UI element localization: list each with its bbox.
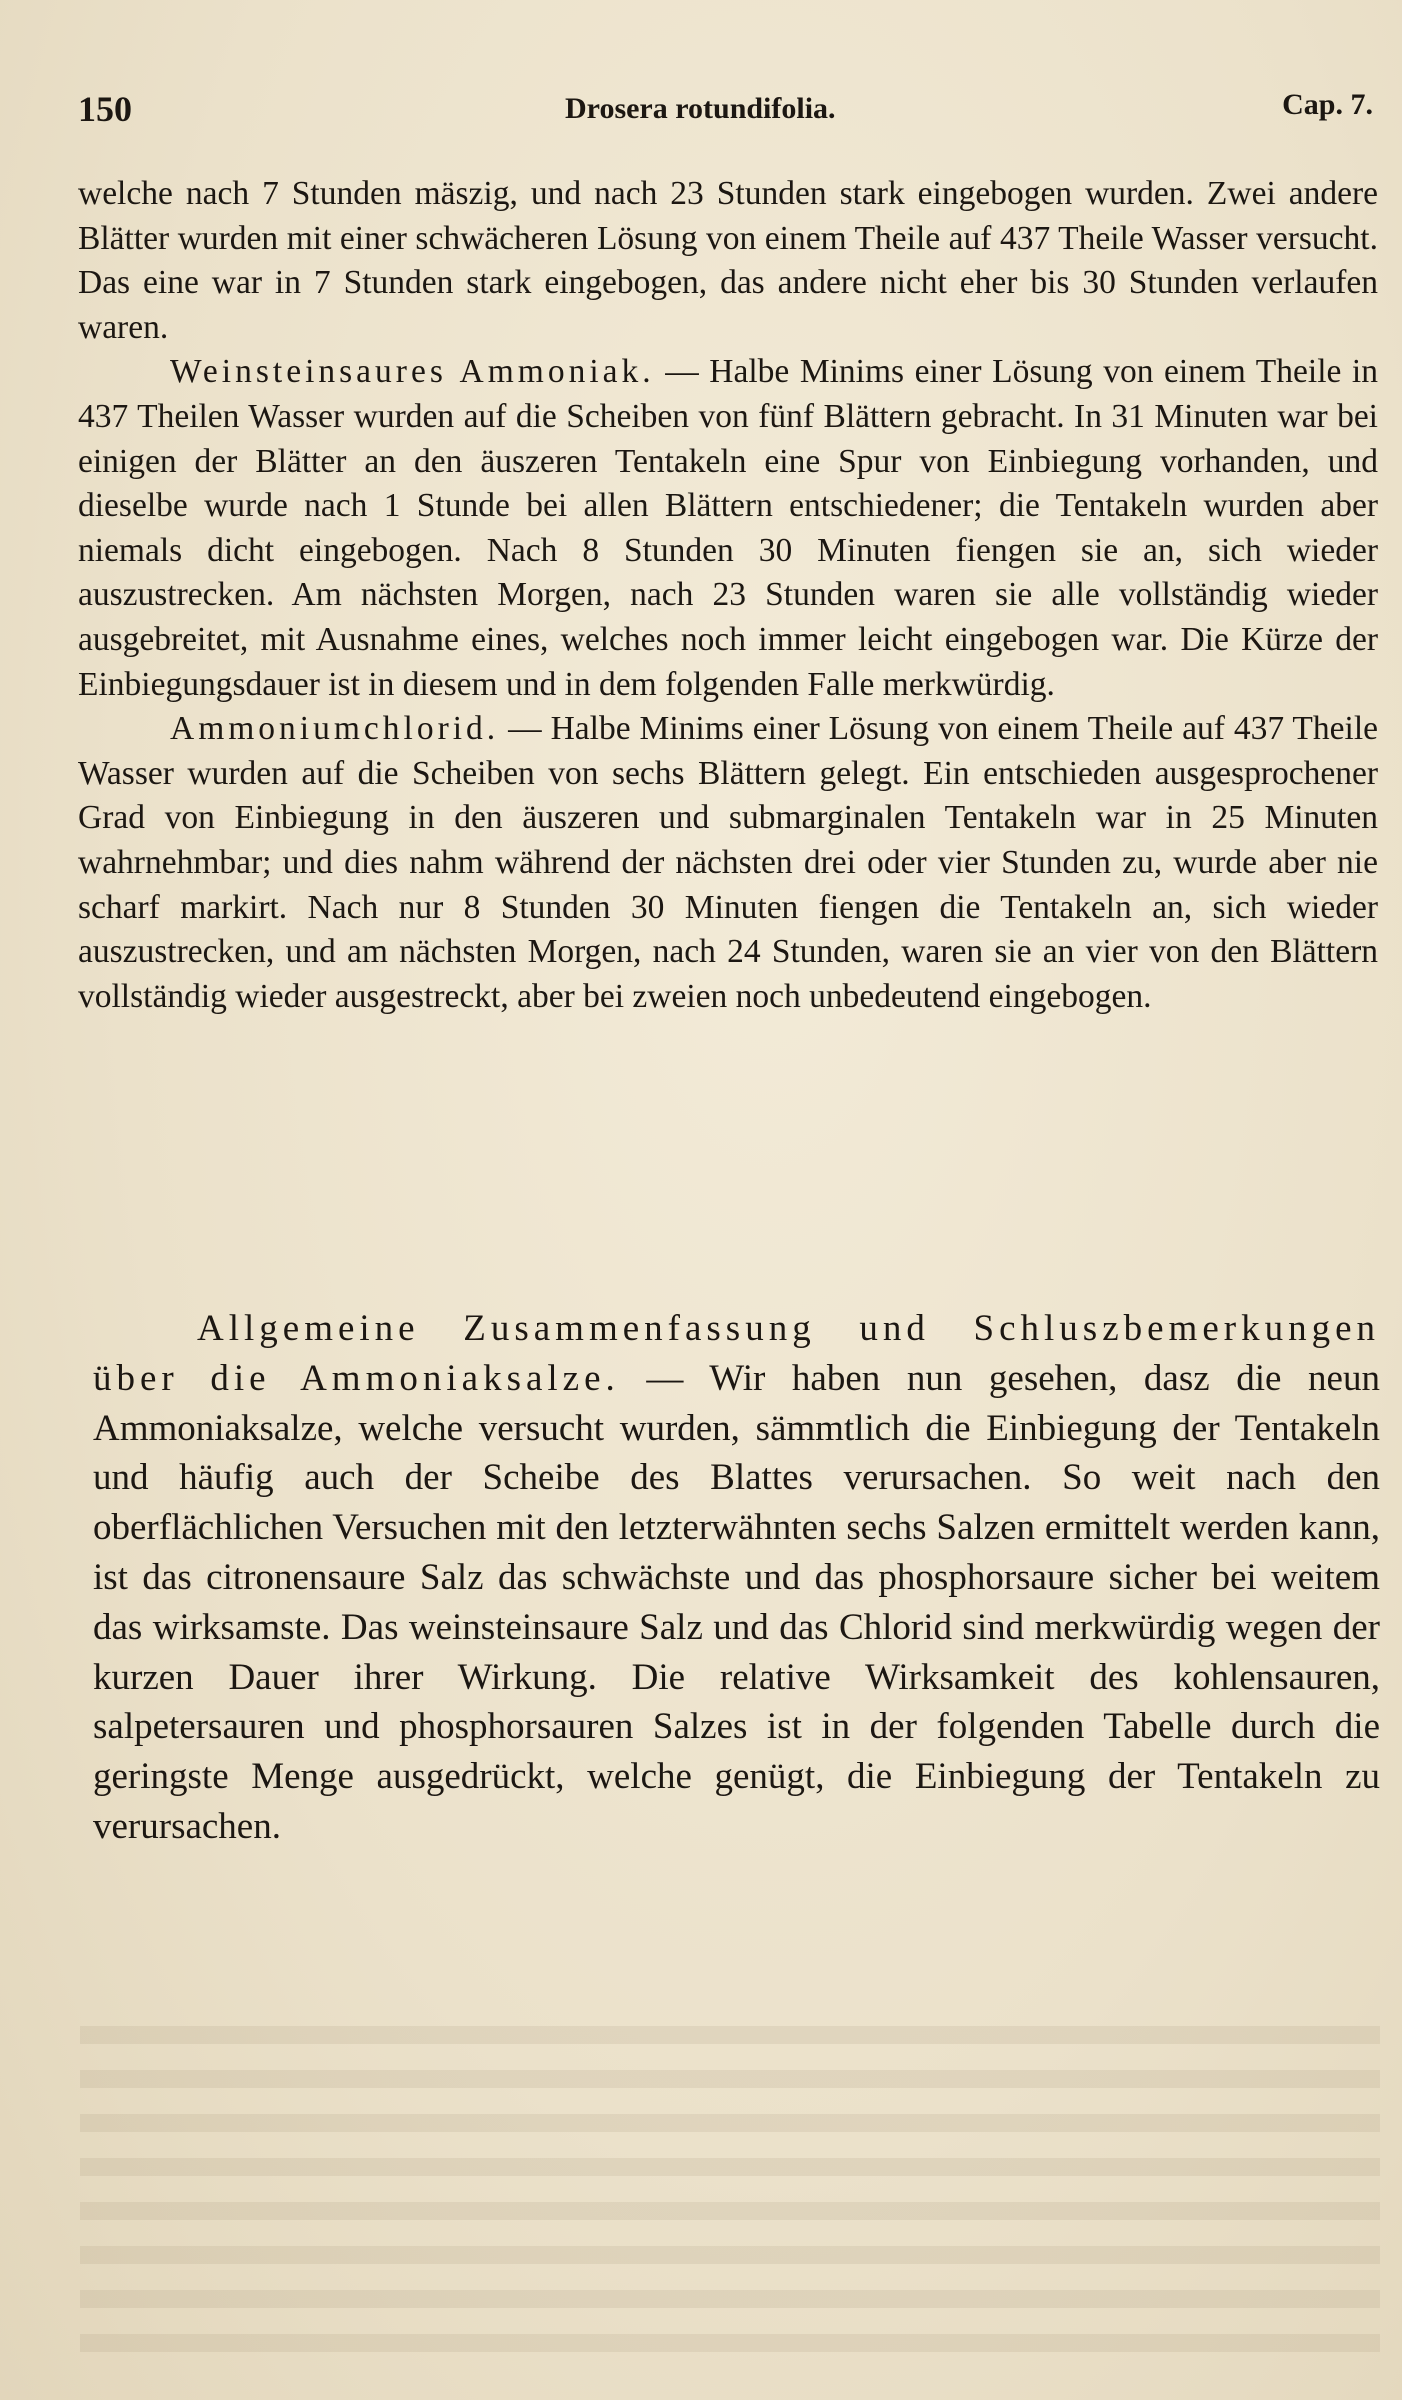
section-heading-chloride: Ammoniumchlorid. [170, 710, 500, 748]
page-number: 150 [78, 89, 132, 129]
section-heading-tartrate: Weinsteinsaures Ammoniak. [170, 353, 655, 391]
paragraph-summary [93, 1304, 1380, 1852]
summary-section [93, 1304, 1380, 1852]
summary-text: — Wir haben nun gesehen, dasz die neun Ammoniaksalze, welche versucht wurden, sämmtlich die Einbiegung der Tentakeln und häufig auch der Scheibe des Blattes verursachen. So weit nach den oberflächlichen Versuchen mit den letzterwähnten sechs Salzen ermittelt werden kann, ist das citronensaure Salz das schwächste und das phosphorsaure sicher bei weitem das wirksamste. Das weinsteinsaure Salz und das Chlorid sind merkwürdig wegen der kurzen Dauer ihrer Wirkung. Die relative Wirksamkeit des kohlensauren, salpetersauren und phosphorsauren Salzes ist in der folgenden Tabelle durch die geringste Menge ausgedrückt, welche genügt, die Einbiegung der Tentakeln zu verursachen. [93, 1357, 1380, 1847]
page-header [78, 88, 1378, 138]
paragraph-continuation: welche nach 7 Stunden mäszig, und nach 23 Stunden stark eingebogen wurden. Zwei andere Blätter wurden mit einer schwächeren Lösung von einem Theile auf 437 Theile Wasser versucht. Das eine war in 7 Stunden stark eingebogen, das andere nicht eher bis 30 Stunden verlaufen waren. [78, 175, 1378, 346]
paragraph-tartrate-text: — Halbe Minims einer Lösung von einem Theile in 437 Theilen Wasser wurden auf die Scheiben von fünf Blättern gebracht. In 31 Minuten war bei einigen der Blätter an den äuszeren Tentakeln eine Spur von Einbiegung vorhanden, und dieselbe wurde nach 1 Stunde bei allen Blättern entschiedener; die Tentakeln wurden aber niemals dicht eingebogen. Nach 8 Stunden 30 Minuten fiengen sie an, sich wieder auszustrecken. Am nächsten Morgen, nach 23 Stunden waren sie alle vollständig wieder ausgebreitet, mit Ausnahme eines, welches noch immer leicht eingebogen war. Die Kürze der Einbiegungsdauer ist in diesem und in dem folgenden Falle merkwürdig. [78, 353, 1378, 703]
bleed-through-area [80, 2000, 1380, 2360]
paragraph-tartrate [78, 350, 1378, 707]
paragraph-chloride-text: — Halbe Minims einer Lösung von einem Theile auf 437 Theile Wasser wurden auf die Scheiben von sechs Blättern gelegt. Ein entschieden ausgesprochener Grad von Einbiegung in den äuszeren und submarginalen Tentakeln war in 25 Minuten wahrnehmbar; und dies nahm während der nächsten drei oder vier Stunden zu, wurde aber nie scharf markirt. Nach nur 8 Stunden 30 Minuten fiengen die Tentakeln an, sich wieder auszustrecken, und am nächsten Morgen, nach 24 Stunden, waren sie an vier von den Blättern vollständig wieder ausgestreckt, aber bei zweien noch unbedeutend eingebogen. [78, 710, 1378, 1015]
body-text [78, 172, 1378, 1019]
paragraph-chloride [78, 707, 1378, 1019]
chapter-label: Cap. 7. [1282, 88, 1373, 121]
running-title: Drosera rotundifolia. [565, 92, 836, 125]
summary-heading: Allgemeine Zusammenfassung und Schluszbemerkungen über die Ammoniaksalze. [93, 1308, 1380, 1399]
